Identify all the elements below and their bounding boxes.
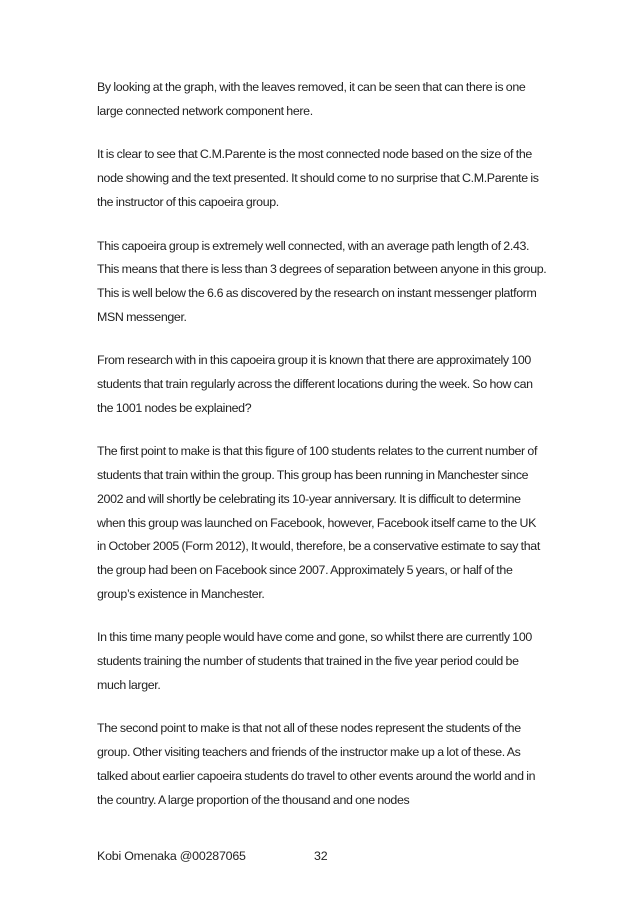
document-body xyxy=(97,76,547,832)
page-number: 32 xyxy=(314,849,328,863)
paragraph-3: This capoeira group is extremely well connected, with an average path length of 2.43. This means that there is less than 3 degrees of separation between anyone in this group. This is well below the 6.6 as discovered by the research on instant messenger platform MSN messenger. xyxy=(97,238,547,324)
footer-author: Kobi Omenaka @00287065 xyxy=(97,849,246,863)
paragraph-7: The second point to make is that not all of these nodes represent the students of the group. Other visiting teachers and friends of the instructor make up a lot of these. As talked about earlier capoeira students do travel to other events around the world and in the country. A large proportion of the thousand and one nodes xyxy=(97,721,536,807)
paragraph-4: From research with in this capoeira group it is known that there are approximately 100 students that train regularly across the different locations during the week. So how can the 1001 nodes be explained? xyxy=(97,353,533,415)
paragraph-1: By looking at the graph, with the leaves removed, it can be seen that can there is one large connected network component here. xyxy=(97,80,526,118)
paragraph-5: The first point to make is that this figure of 100 students relates to the current number of students that train within the group. This group has been running in Manchester since 2002 and will shortly be celebrating its 10-year anniversary. It is difficult to determine when this group was launched on Facebook, however, Facebook itself came to the UK in October 2005 (Form 2012), It would, therefore, be a conservative estimate to say that the group had been on Facebook since 2007. Approximately 5 years, or half of the group’s existence in Manchester. xyxy=(97,444,540,601)
paragraph-6: In this time many people would have come and gone, so whilst there are currently 100 students training the number of students that trained in the five year period could be much larger. xyxy=(97,630,532,692)
paragraph-2: It is clear to see that C.M.Parente is the most connected node based on the size of the node showing and the text presented. It should come to no surprise that C.M.Parente is the instructor of this capoeira group. xyxy=(97,147,539,209)
